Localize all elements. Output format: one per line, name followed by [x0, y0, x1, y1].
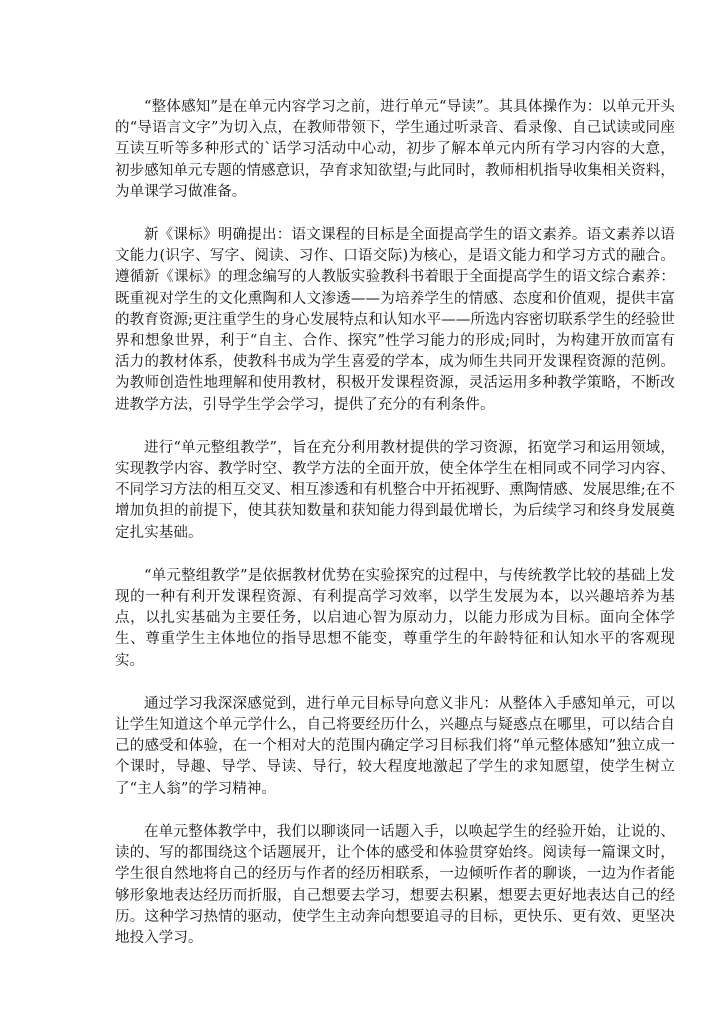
- paragraph-overall-perception: “整体感知”是在单元内容学习之前，进行单元“导读”。其具体操作为：以单元开头的“导语言文字”为切入点，在教师带领下，学生通过听录音、看录像、自己试读或同座互读互听等多种形式的`话学习活动中心动，初步了解本单元内所有学习内容的大意，初步感知单元专题的情感意识，孕育求知欲望;与此同时，教师相机指导收集相关资料，为单课学习做准备。: [115, 99, 675, 200]
- paragraph-learning-reflection: 通过学习我深深感觉到，进行单元目标导向意义非凡：从整体入手感知单元，可以让学生知道这个单元学什么，自己将要经历什么，兴趣点与疑惑点在哪里，可以结合自己的感受和体验，在一个相对大的范围内确定学习目标我们将“单元整体感知”独立成一个课时，导趣、导学、导读、导行，较大程度地激起了学生的求知愿望，使学生树立了“主人翁”的学习精神。: [115, 695, 675, 797]
- document-page: [115, 97, 675, 971]
- paragraph-unit-group-teaching-purpose: 进行“单元整组教学”，旨在充分利用教材提供的学习资源，拓宽学习和运用领域，实现教学内容、教学时空、教学方法的全面开放，使全体学生在相同或不同学习内容、不同学习方法的相互交叉、相互渗透和有机整合中开拓视野、熏陶情感、发展思维;在不增加负担的前提下，使其获知数量和获知能力得到最优增长，为后续学习和终身发展奠定扎实基础。: [115, 439, 675, 541]
- paragraph-unit-holistic-teaching: 在单元整体教学中，我们以聊谈同一话题入手，以唤起学生的经验开始，让说的、读的、写的都围绕这个话题展开，让个体的感受和体验贯穿始终。阅读每一篇课文时，学生很自然地将自己的经历与作者的经历相联系，一边倾听作者的聊谈，一边为作者能够形象地表达经历而折服，自己想要去学习，想要去积累，想要去更好地表达自己的经历。这种学习热情的驱动，使学生主动奔向想要追寻的目标，更快乐、更有效、更坚决地投入学习。: [115, 823, 675, 946]
- paragraph-new-curriculum-standard: 新《课标》明确提出：语文课程的目标是全面提高学生的语文素养。语文素养以语文能力(识字、写字、阅读、习作、口语交际)为核心，是语文能力和学习方式的融合。遵循新《课标》的理念编写的人教版实验教科书着眼于全面提高学生的语文综合素养：既重视对学生的文化熏陶和人文渗透——为培养学生的情感、态度和价值观，提供丰富的教育资源;更注重学生的身心发展特点和认知水平——所选内容密切联系学生的经验世界和想象世界，利于“自主、合作、探究”性学习能力的形成;同时，为构建开放而富有活力的教材体系，使教科书成为学生喜爱的学本，成为师生共同开发课程资源的范例。为教师创造性地理解和使用教材，积极开发课程资源，灵活运用多种教学策略，不断改进教学方法，引导学生学会学习，提供了充分的有利条件。: [115, 227, 675, 413]
- paragraph-unit-group-teaching-basis: “单元整组教学”是依据教材优势在实验探究的过程中，与传统教学比较的基础上发现的一种有利开发课程资源、有利提高学习效率，以学生发展为本，以兴趣培养为基点，以扎实基础为主要任务，以启迪心智为原动力，以能力形成为目标。面向全体学生、尊重学生主体地位的指导思想不能变，尊重学生的年龄特征和认知水平的客观现实。: [115, 567, 675, 669]
